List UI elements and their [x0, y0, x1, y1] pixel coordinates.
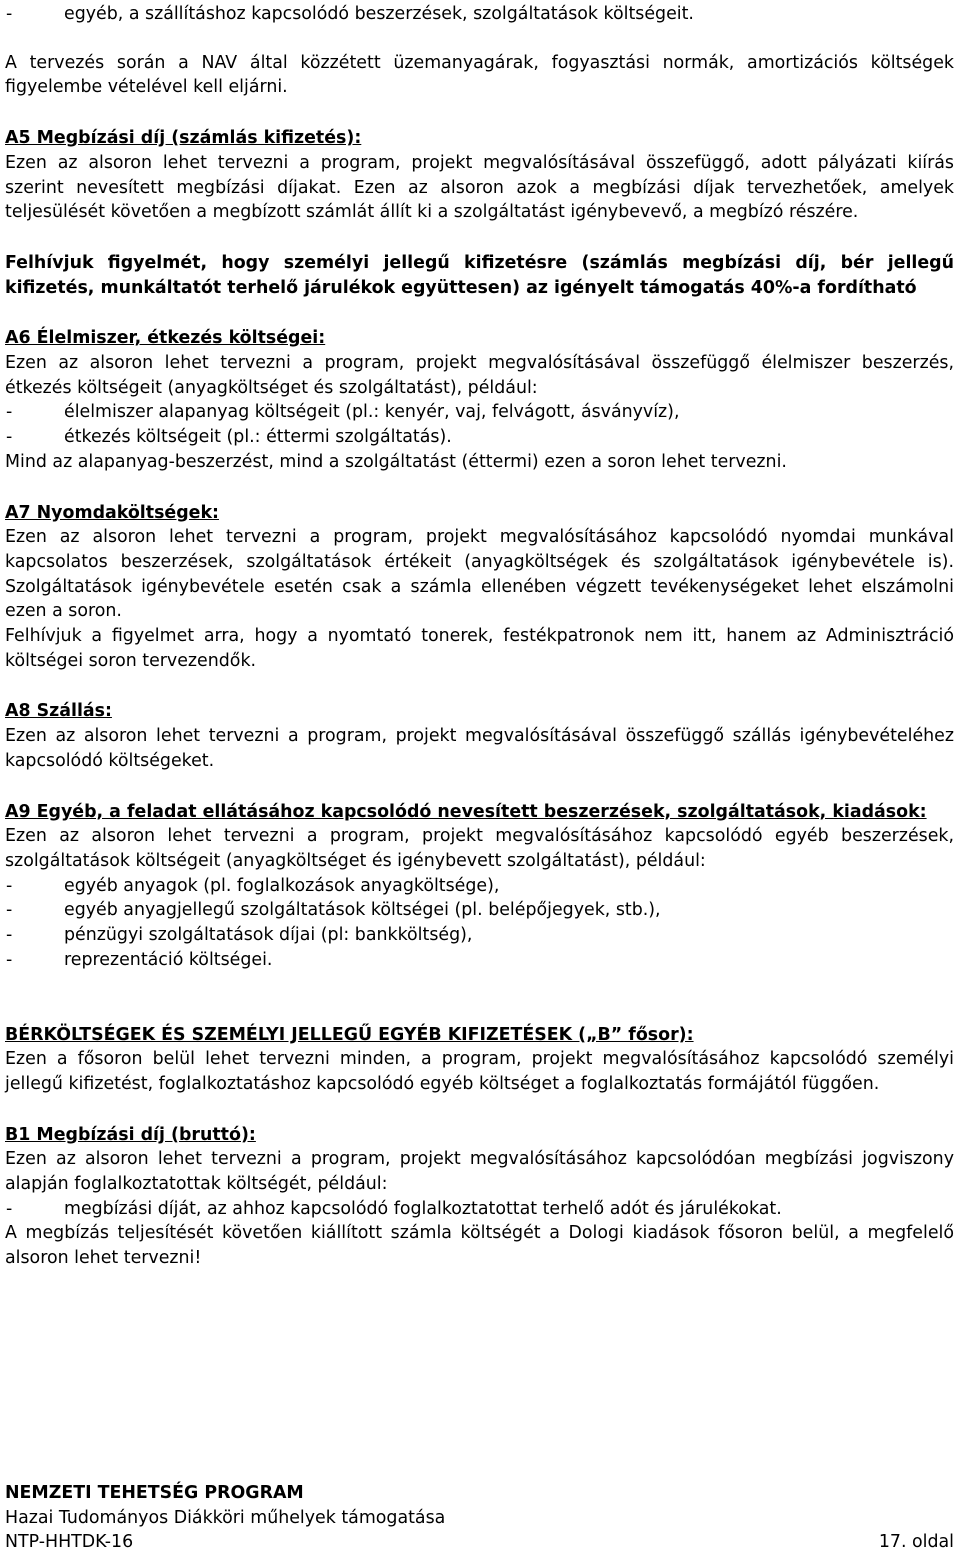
- list-item: [5, 2, 954, 27]
- a7-heading: A7 Nyomdaköltségek:: [5, 502, 219, 523]
- bullet-dash: -: [6, 4, 13, 24]
- a5-body: Ezen az alsoron lehet tervezni a program, projekt megvalósításával összefüggő, adott pályázati kiírás szerint nevesített megbízási díjakat. Ezen az alsoron azok a megbízási díjak tervezhetőek, amelyek teljesülését követően a megbízott számlát állít ki a szolgáltatást igénybevevő, a megbízó részére.: [5, 152, 954, 223]
- b-body: Ezen a fősoron belül lehet tervezni minden, a program, projekt megvalósításához kapcsolódó személyi jellegű kifizetést, foglalkoztatáshoz kapcsolódó egyéb költséget a foglalkoztatás formájától függően.: [5, 1049, 954, 1094]
- list-item: [5, 400, 954, 425]
- bullet-dash: -: [6, 1198, 13, 1219]
- b1-heading: B1 Megbízási díj (bruttó):: [5, 1124, 256, 1145]
- list-item: [5, 874, 954, 899]
- list-item-text: egyéb anyagjellegű szolgáltatások költségei (pl. belépőjegyek, stb.),: [64, 900, 661, 921]
- bullet-dash: -: [6, 402, 13, 423]
- a9-body: Ezen az alsoron lehet tervezni a program, projekt megvalósításához kapcsolódó egyéb beszerzések, szolgáltatások költségeit (anyagköltséget és igénybevett szolgáltatást), például:: [5, 826, 954, 871]
- intro-paragraph: A tervezés során a NAV által közzétett üzemanyagárak, fogyasztási normák, amortizációs költségek figyelembe vételével kell eljárni.: [5, 52, 954, 98]
- bullet-dash: -: [6, 427, 13, 448]
- list-item: [5, 1197, 954, 1222]
- notice-paragraph: Felhívjuk figyelmét, hogy személyi jellegű kifizetésre (számlás megbízási díj, bér jellegű kifizetés, munkáltatót terhelő járulékok együttesen) az igényelt támogatás 40%-a fordítható: [5, 252, 954, 298]
- list-item: [5, 898, 954, 923]
- a6-closing: Mind az alapanyag-beszerzést, mind a szolgáltatást (éttermi) ezen a soron lehet tervezni.: [5, 451, 787, 472]
- list-item-text: reprezentáció költségei.: [64, 949, 273, 970]
- bullet-dash: -: [6, 875, 13, 896]
- list-item-text: élelmiszer alapanyag költségeit (pl.: kenyér, vaj, felvágott, ásványvíz),: [64, 402, 680, 423]
- footer-subtitle: Hazai Tudományos Diákköri műhelyek támogatása: [5, 1507, 446, 1528]
- b-heading: BÉRKÖLTSÉGEK ÉS SZEMÉLYI JELLEGŰ EGYÉB KIFIZETÉSEK („B” fősor):: [5, 1024, 694, 1045]
- b1-closing: A megbízás teljesítését követően kiállított számla költségét a Dologi kiadások fősoron belül, a megfelelő alsoron lehet tervezni!: [5, 1223, 954, 1269]
- list-item: [5, 425, 954, 450]
- a8-heading: A8 Szállás:: [5, 701, 112, 722]
- footer-code: NTP-HHTDK-16: [5, 1532, 134, 1553]
- a5-heading: A5 Megbízási díj (számlás kifizetés):: [5, 128, 362, 149]
- b1-body: Ezen az alsoron lehet tervezni a program, projekt megvalósításához kapcsolódóan megbízási jogviszony alapján foglalkoztatottak költségét, például:: [5, 1149, 954, 1195]
- a6-body: Ezen az alsoron lehet tervezni a program, projekt megvalósításával összefüggő élelmiszer beszerzés, étkezés költségeit (anyagköltséget és szolgáltatást), például:: [5, 353, 954, 398]
- list-item-text: egyéb anyagok (pl. foglalkozások anyagköltsége),: [64, 875, 500, 896]
- list-item-text: megbízási díját, az ahhoz kapcsolódó foglalkoztatottat terhelő adót és járulékokat.: [64, 1198, 782, 1219]
- a6-heading: A6 Élelmiszer, étkezés költségei:: [5, 328, 326, 349]
- page-footer: [5, 1481, 954, 1555]
- footer-program: NEMZETI TEHETSÉG PROGRAM: [5, 1483, 304, 1503]
- a9-heading: A9 Egyéb, a feladat ellátásához kapcsolódó nevesített beszerzések, szolgáltatások, kiadások:: [5, 801, 927, 822]
- list-item: [5, 923, 954, 948]
- list-item: [5, 948, 954, 973]
- list-item-text: egyéb, a szállításhoz kapcsolódó beszerzések, szolgáltatások költségeit.: [64, 4, 694, 24]
- a8-body: Ezen az alsoron lehet tervezni a program, projekt megvalósításával összefüggő szállás igénybevételéhez kapcsolódó költségeket.: [5, 726, 954, 771]
- footer-row: [5, 1530, 954, 1555]
- bullet-dash: -: [6, 925, 13, 946]
- bullet-dash: -: [6, 949, 13, 970]
- bullet-dash: -: [6, 900, 13, 921]
- a7-note: Felhívjuk a figyelmet arra, hogy a nyomtató tonerek, festékpatronok nem itt, hanem az Adminisztráció költségei soron tervezendők.: [5, 626, 954, 671]
- list-item-text: étkezés költségeit (pl.: éttermi szolgáltatás).: [64, 427, 452, 448]
- page-number: 17. oldal: [878, 1532, 954, 1553]
- a7-body: Ezen az alsoron lehet tervezni a program, projekt megvalósításához kapcsolódó nyomdai munkával kapcsolatos beszerzések, szolgáltatások értékeit (anyagköltségek és szolgáltatások igénybevétele is). Szolgáltatások igénybevétele esetén csak a számla ellenében végzett tevékenységeket lehet elszámolni ezen a soron.: [5, 527, 954, 622]
- list-item-text: pénzügyi szolgáltatások díjai (pl: bankköltség),: [64, 925, 473, 946]
